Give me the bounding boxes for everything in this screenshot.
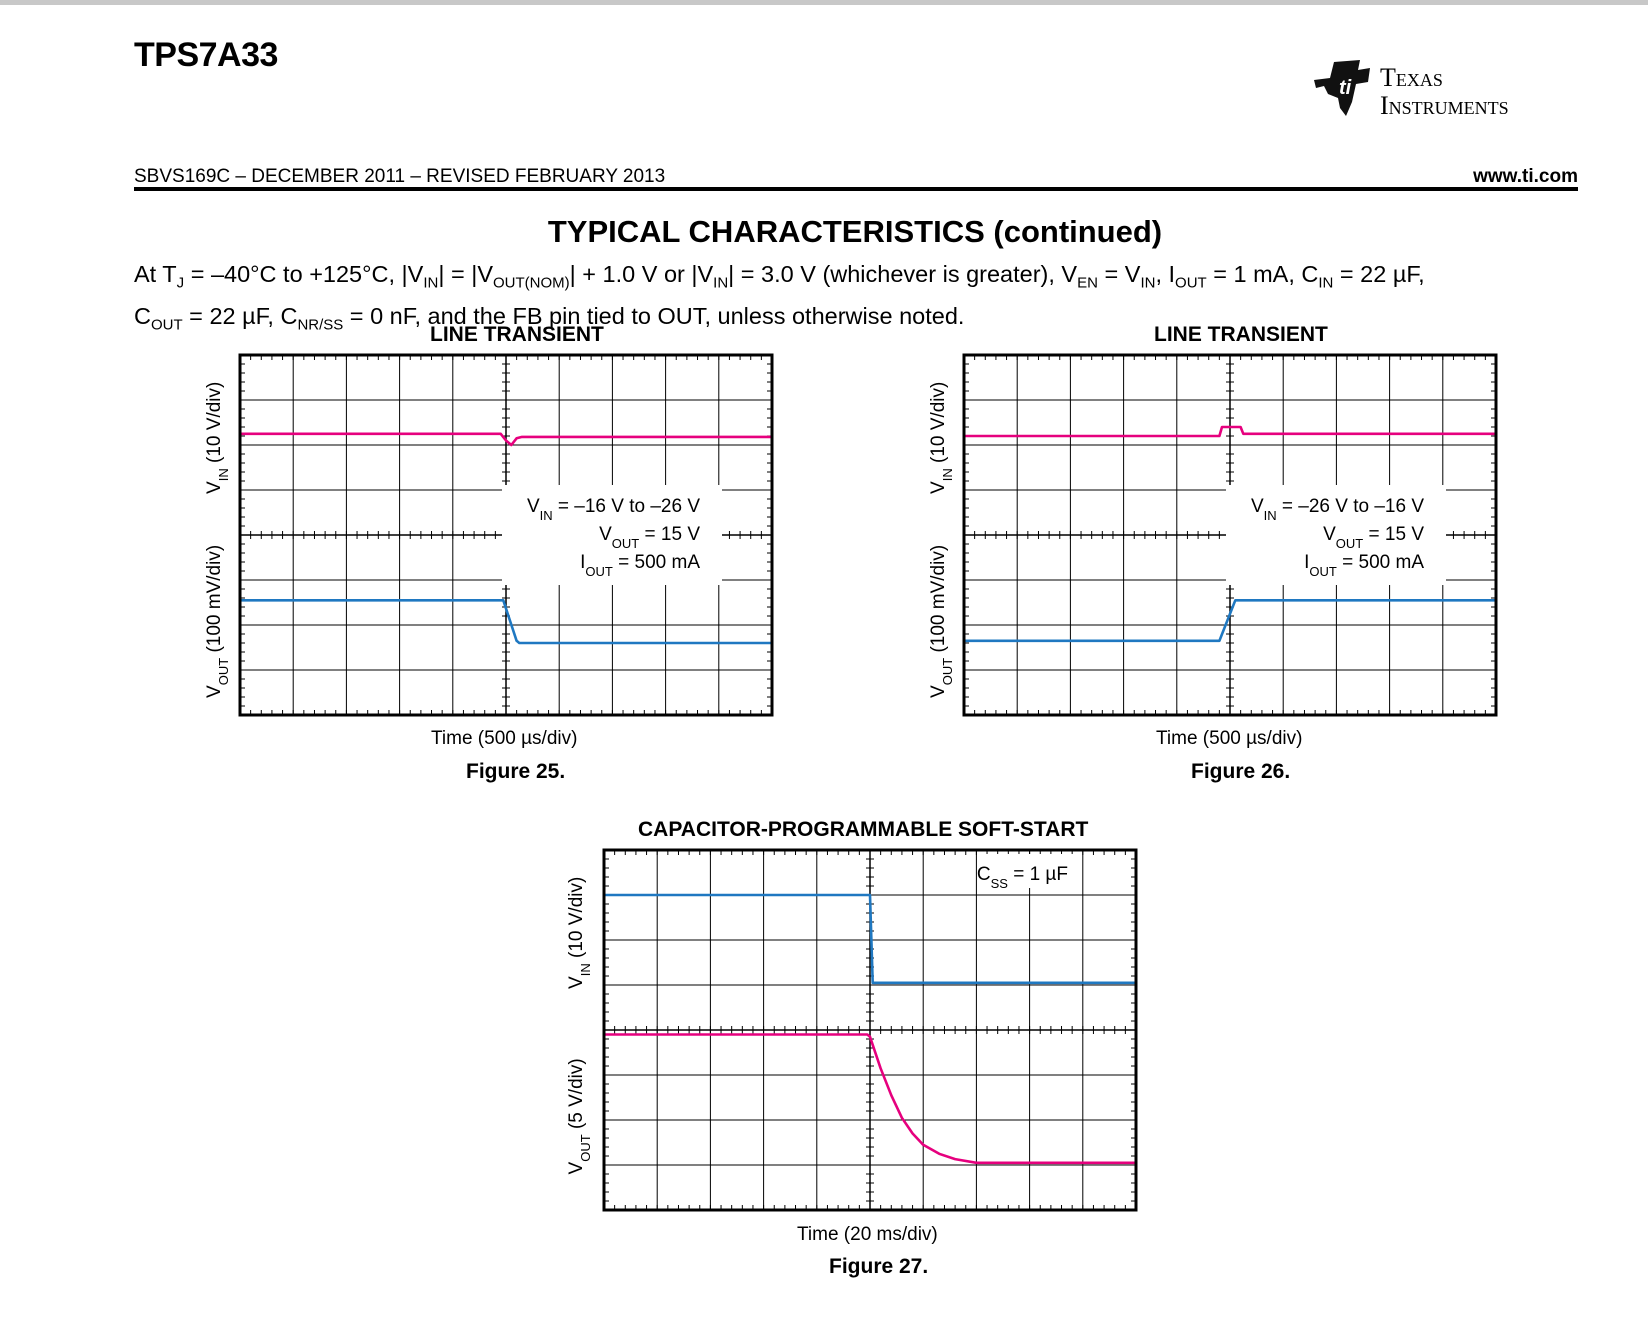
logo-line-1: Texas — [1380, 63, 1443, 92]
conditions-line-1: At $T_J = -40^\circ C$ to +125°C, $|V_{IN}| = |V_{OUT(NOM)}| + 1.0$ V or $|V_{IN}| = 3.0$ V (whichever is greater), $V_{EN} = V_{IN}$, $I_{OUT} = 1$ mA, $C_{IN} = 22$ µF, — [134, 261, 1425, 292]
y-axis-label-lower: $V_{OUT}$ (100 mV/div) — [928, 544, 955, 698]
chart-figure-26 — [914, 345, 1514, 720]
logo-line-2: Instruments — [1380, 91, 1509, 120]
chart-title: CAPACITOR-PROGRAMMABLE SOFT-START — [638, 818, 1089, 841]
part-number: TPS7A33 — [134, 36, 278, 74]
website-link[interactable]: www.ti.com — [1473, 166, 1578, 187]
chart-figure-27 — [552, 840, 1152, 1215]
ti-logo-wordmark — [1380, 64, 1509, 120]
y-axis-label-upper: $V_{IN}$ (10 V/div) — [928, 381, 955, 494]
chart-annotation: $V_{IN} = -16$ V to –26 V — [526, 496, 700, 523]
x-axis-label: Time (500 µs/div) — [1156, 728, 1303, 749]
header-rule — [134, 187, 1578, 191]
test-conditions — [134, 258, 1584, 341]
top-border — [0, 0, 1648, 5]
document-info: SBVS169C – DECEMBER 2011 – REVISED FEBRUARY 2013 — [134, 166, 666, 187]
x-axis-label: Time (500 µs/div) — [431, 728, 578, 749]
chart-annotation: $C_{SS} = 1$ µF — [976, 864, 1068, 891]
figure-caption: Figure 27. — [829, 1255, 929, 1278]
section-title: TYPICAL CHARACTERISTICS (continued) — [547, 214, 1163, 249]
chart-annotation: $V_{OUT} = 15$ V — [599, 524, 700, 551]
figure-caption: Figure 25. — [466, 760, 566, 783]
x-axis-label: Time (20 ms/div) — [797, 1224, 938, 1245]
ti-logo-icon — [1312, 58, 1374, 118]
chart-figure-25 — [190, 345, 790, 720]
chart-title: LINE TRANSIENT — [1154, 323, 1328, 346]
chart-annotation: $V_{OUT} = 15$ V — [1323, 524, 1424, 551]
ti-logo — [1312, 58, 1582, 120]
y-axis-label-lower: $V_{OUT}$ (100 mV/div) — [204, 544, 231, 698]
svg-text:ti: ti — [1339, 77, 1352, 99]
figure-caption: Figure 26. — [1191, 760, 1291, 783]
y-axis-label-upper: $V_{IN}$ (10 V/div) — [566, 876, 593, 989]
y-axis-label-lower: $V_{OUT}$ (5 V/div) — [566, 1058, 593, 1175]
conditions-line-2: $C_{OUT} = 22$ µF, $C_{NR/SS} = 0$ nF, and the FB pin tied to OUT, unless otherwise noted. — [134, 302, 965, 334]
chart-title: LINE TRANSIENT — [430, 323, 604, 346]
chart-annotation: $I_{OUT} = 500$ mA — [580, 552, 700, 579]
chart-annotation: $I_{OUT} = 500$ mA — [1304, 552, 1424, 579]
y-axis-label-upper: $V_{IN}$ (10 V/div) — [204, 381, 231, 494]
chart-annotation: $V_{IN} = -26$ V to –16 V — [1250, 496, 1424, 523]
